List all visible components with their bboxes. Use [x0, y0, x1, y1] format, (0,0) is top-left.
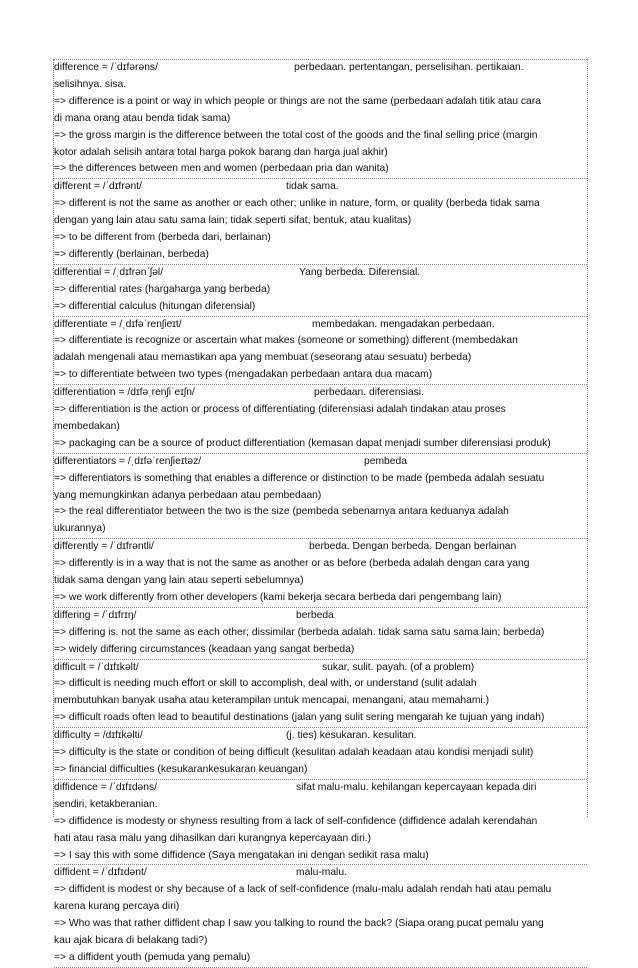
entry-headline [54, 608, 587, 625]
entry-meaning: tidak sama. [286, 181, 339, 193]
dictionary-entry [54, 659, 587, 728]
entry-example-line: => difficulty is the state or condition of being difficult (kesulitan adalah keadaan atau kondisi menjadi sulit) [54, 747, 534, 759]
entry-headline [54, 728, 587, 745]
entry-example-line: => difficult is needing much effort or skill to accomplish, deal with, or understand (sulit adalah [54, 678, 477, 690]
entry-example-line: => differentiation is the action or process of differentiating (diferensiasi adalah tindakan atau proses [54, 404, 506, 416]
dictionary-entry [54, 178, 587, 264]
entry-term: difficulty = /dɪfɪkəlti/ [54, 730, 143, 742]
dictionary-entry [54, 59, 587, 178]
entry-example-line: di mana orang atau benda tidak sama) [54, 112, 231, 124]
entry-term: difference = /ˈdɪfərəns/ [54, 62, 158, 73]
entry-example-line: => widely differing circumstances (keadaan yang sangat berbeda) [54, 643, 355, 655]
entry-term: differentiators = /ˌdɪfəˈrenʃieɪtəz/ [54, 455, 202, 467]
dictionary-entry [54, 384, 587, 453]
entry-meaning-continued: selisihnya. sisa. [54, 78, 127, 90]
dictionary-entry [54, 607, 587, 659]
entry-headline [54, 317, 587, 334]
entry-headline [54, 265, 587, 282]
right-rule [587, 59, 588, 817]
entry-term: diffident = /ˈdɪfɪdənt/ [54, 867, 147, 879]
entry-term: different = /ˈdɪfrənt/ [54, 181, 142, 193]
dictionary-entry [54, 727, 587, 779]
entry-example-line: => diffidence is modesty or shyness resulting from a lack of self-confidence (diffidence adalah kerendahan [54, 815, 538, 827]
entry-example-line: => packaging can be a source of product differentiation (kemasan dapat menjadi sumber diferensiasi produk) [54, 437, 551, 449]
entry-meaning: berbeda [296, 609, 334, 621]
entry-example-line: karena kurang percaya diri) [54, 901, 180, 913]
entry-example-line: => different is not the same as another or each other; unlike in nature, form, or quality (berbeda tidak sama [54, 198, 540, 210]
dictionary-entry [54, 264, 587, 316]
entry-example-line: => differentiators is something that enables a difference or distinction to be made (pembeda adalah sesuatu [54, 472, 545, 484]
dictionary-entry [54, 538, 587, 607]
entry-example-line: tidak sama dengan yang lain atau seperti sebelumnya) [54, 575, 304, 587]
entry-term: difficult = /ˈdɪfɪkəlt/ [54, 661, 139, 673]
entry-example-line: => to differentiate between two types (mengadakan perbedaan antara dua macam) [54, 369, 433, 381]
entry-example-line: kau ajak bicara di belakang tadi?) [54, 935, 208, 947]
dictionary-entry [54, 316, 587, 385]
entry-example-line: yang memungkinkan adanya perbedaan atau pembedaan) [54, 489, 322, 501]
dictionary-entry [54, 864, 587, 967]
entry-term: differently = /ˈdɪfrəntli/ [54, 541, 154, 553]
entry-example-line: => diffident is modest or shy because of a lack of self-confidence (malu-malu adalah rendah hati atau pemalu [54, 884, 552, 896]
entry-example-line: => the gross margin is the difference between the total cost of the goods and the final selling price (margin [54, 129, 538, 141]
entry-meaning: perbedaan. diferensiasi. [314, 387, 424, 399]
entry-term: differentiation = /dɪfəˌrenʃiˈeɪʃn/ [54, 387, 195, 399]
entry-meaning: pembeda [364, 455, 407, 467]
dictionary-entry [54, 779, 587, 865]
entry-meaning-continued: sendiri, ketakberanian. [54, 798, 158, 810]
entry-example-line: => differential calculus (hitungan diferensial) [54, 300, 256, 312]
entry-example-line: => to be different from (berbeda dari, berlainan) [54, 232, 271, 244]
entry-term: diffidence = /ˈdɪfɪdəns/ [54, 781, 158, 793]
entry-example-line: => differing is. not the same as each other; dissimilar (berbeda adalah. tidak sama satu sama lain; berbeda) [54, 626, 545, 638]
entry-example-line: => Who was that rather diffident chap I saw you talking to round the back? (Siapa orang pucat pemalu yang [54, 918, 544, 930]
entry-example-line: => the differences between men and women (perbedaan pria dan wanita) [54, 163, 389, 175]
entry-example-line: ukurannya) [54, 523, 106, 535]
entry-example-line: => the real differentiator between the two is the size (pembeda sebenarnya antara keduanya adalah [54, 506, 509, 518]
entry-example-line: => differentiate is recognize or ascertain what makes (someone or something) different (membedakan [54, 335, 518, 347]
entry-term: differing = /ˈdɪfrɪŋ/ [54, 609, 137, 621]
entry-meaning: membedakan. mengadakan perbedaan. [312, 318, 495, 330]
entry-meaning: sifat malu-malu. kehilangan kepercayaan kepada diri [296, 781, 537, 793]
entry-example-line: adalah mengenali atau memastikan apa yang membuat (seseorang atau sesuatu) berbeda) [54, 352, 472, 364]
entry-example-line: membutuhkan banyak usaha atau keterampilan untuk mencapai, menangani, atau memahami.) [54, 695, 490, 707]
entry-example-line: => a diffident youth (pemuda yang pemalu) [54, 951, 251, 963]
entry-meaning: sukar, sulit. payah. (of a problem) [322, 661, 475, 673]
dictionary-entry [54, 453, 587, 539]
entry-meaning: berbeda. Dengan berbeda. Dengan berlainan [309, 541, 517, 553]
entry-term: differentiate = /ˌdɪfəˈrenʃieɪt/ [54, 318, 182, 330]
entry-example-line: dengan yang lain atau satu sama lain; tidak seperti sifat, bentuk, atau kualitas) [54, 215, 412, 227]
dictionary-page [54, 59, 587, 968]
entry-example-line: membedakan) [54, 420, 120, 432]
entry-example-line: => difficult roads often lead to beautiful destinations (jalan yang sulit sering mengarah ke tujuan yang indah) [54, 712, 545, 724]
entry-headline [54, 454, 587, 471]
entry-example-line: => differently is in a way that is not the same as another or as before (berbeda adalah dengan cara yang [54, 558, 530, 570]
entry-headline [54, 385, 587, 402]
entry-meaning: malu-malu. [296, 867, 347, 879]
entry-example-line: => I say this with some diffidence (Saya mengatakan ini dengan sedikit rasa malu) [54, 849, 429, 861]
entry-example-line: => financial difficulties (kesukarankesukaran keuangan) [54, 764, 308, 775]
entry-headline [54, 179, 587, 196]
entry-headline [54, 865, 587, 882]
entry-meaning: Yang berbeda. Diferensial. [299, 266, 421, 278]
entry-example-line: kotor adalah selisih antara total harga pokok barang dan harga jual akhir) [54, 146, 388, 158]
entry-headline [54, 660, 587, 677]
entry-example-line: => we work differently from other developers (kami bekerja secara berbeda dari pengembang lain) [54, 591, 502, 603]
entry-example-line: => differential rates (hargaharga yang berbeda) [54, 283, 271, 295]
entry-meaning: perbedaan. pertentangan, perselisihan. pertikaian. [294, 62, 524, 73]
entry-example-line: hati atau rasa malu yang dihasilkan dari kurangnya kepercayaan diri.) [54, 832, 372, 844]
entry-example-line: => difference is a point or way in which people or things are not the same (perbedaan adalah titik atau cara [54, 95, 541, 107]
entry-term: differential = /ˌdɪfrənˈʃəl/ [54, 266, 164, 278]
entry-headline [54, 780, 587, 797]
entry-headline [54, 539, 587, 556]
entry-meaning: (j. ties) kesukaran. kesulitan. [286, 730, 417, 742]
entry-headline [54, 60, 587, 77]
entry-example-line: => differently (berlainan, berbeda) [54, 248, 209, 260]
